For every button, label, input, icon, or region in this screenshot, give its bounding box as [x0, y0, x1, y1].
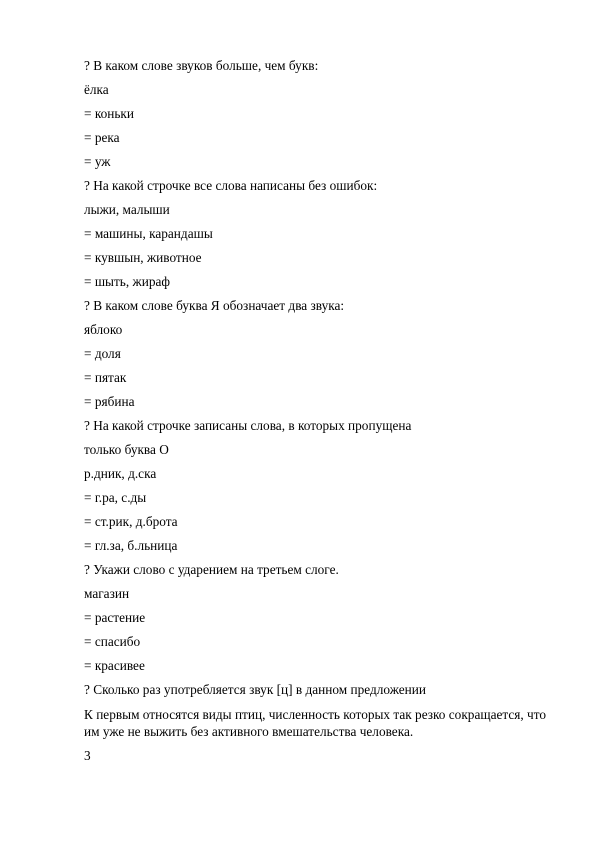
question-2-option-3: = кувшын, животное — [84, 250, 202, 265]
question-3-option-4: = рябина — [84, 394, 135, 409]
question-3-option-2: = доля — [84, 346, 121, 361]
question-6-prompt: ? Сколько раз употребляется звук [ц] в данном предложении — [84, 682, 427, 697]
question-6-sentence: К первым относятся виды птиц, численность которых так резко сокращается, что им уже не выжить без активного вмешательства человека. — [84, 707, 546, 739]
question-4-prompt: ? На какой строчке записаны слова, в которых пропущена — [84, 418, 412, 433]
question-1-option-1: ёлка — [84, 82, 109, 97]
question-4-option-4: = гл.за, б.льница — [84, 538, 178, 553]
question-4-option-2: = г.ра, с.ды — [84, 490, 147, 505]
question-3-prompt: ? В каком слове буква Я обозначает два звука: — [84, 298, 345, 313]
question-1-prompt: ? В каком слове звуков больше, чем букв: — [84, 58, 319, 73]
question-4-prompt-continued: только буква О — [84, 442, 169, 457]
question-4-option-1: р.дник, д.ска — [84, 466, 157, 481]
question-5-option-2: = растение — [84, 610, 146, 625]
question-4-option-3: = ст.рик, д.брота — [84, 514, 178, 529]
question-5-option-4: = красивее — [84, 658, 145, 673]
question-3-option-1: яблоко — [84, 322, 123, 337]
question-5-option-3: = спасибо — [84, 634, 141, 649]
question-1-option-2: = коньки — [84, 106, 135, 121]
question-2-option-4: = шыть, жираф — [84, 274, 170, 289]
question-5-prompt: ? Укажи слово с ударением на третьем слоге. — [84, 562, 339, 577]
question-3-option-3: = пятак — [84, 370, 127, 385]
question-5-option-1: магазин — [84, 586, 130, 601]
question-1-option-3: = река — [84, 130, 120, 145]
question-1-option-4: = уж — [84, 154, 111, 169]
question-2-option-1: лыжи, малыши — [84, 202, 170, 217]
question-6-answer: 3 — [84, 748, 91, 763]
question-2-option-2: = машины, карандашы — [84, 226, 213, 241]
question-2-prompt: ? На какой строчке все слова написаны без ошибок: — [84, 178, 378, 193]
